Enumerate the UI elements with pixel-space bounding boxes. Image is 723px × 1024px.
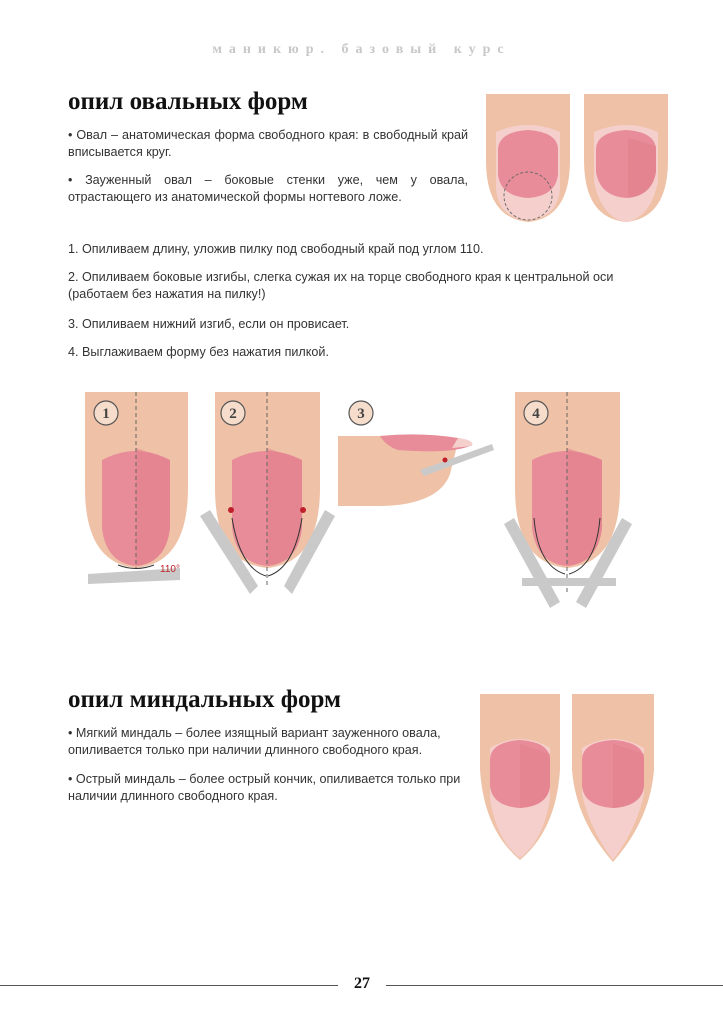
running-header: маникюр. базовый курс <box>212 42 511 57</box>
step-4-text: 4. Выглаживаем форму без нажатия пилкой. <box>68 345 329 359</box>
filing-steps-diagram <box>80 388 650 618</box>
step-3-figure <box>338 401 494 506</box>
step-4-badge: 4 <box>532 406 540 422</box>
almond-section-title: опил миндальных форм <box>68 686 342 713</box>
footer-rule-right <box>386 985 723 986</box>
bullet-soft-almond: • Мягкий миндаль – более изящный вариант зауженного овала, опиливается только при наличии длинного свободного края. <box>68 726 441 757</box>
page-number: 27 <box>354 975 370 992</box>
step-1-figure <box>85 392 188 584</box>
angle-label: 110° <box>160 564 180 575</box>
oval-nail-figure <box>486 94 570 222</box>
step-3-text: 3. Опиливаем нижний изгиб, если он провисает. <box>68 317 350 331</box>
bullet-sharp-almond: • Острый миндаль – более острый кончик, опиливается только при наличии длинного свободного края. <box>68 772 461 803</box>
soft-almond-nail-figure <box>480 694 560 860</box>
step-1-text: 1. Опиливаем длину, уложив пилку под свободный край под углом 110. <box>68 242 484 256</box>
step-2-figure <box>200 392 335 594</box>
oval-nails-illustration <box>478 90 678 230</box>
step-3-badge: 3 <box>357 406 365 422</box>
oval-section-title: опил овальных форм <box>68 88 308 115</box>
almond-nails-illustration <box>472 690 672 865</box>
footer-rule-left <box>0 985 338 986</box>
bullet-narrow-oval: • Зауженный овал – боковые стенки уже, чем у овала, отрастающего из анатомической формы ногтевого ложе. <box>68 173 468 204</box>
step-2-text: 2. Опиливаем боковые изгибы, слегка сужая их на торце свободного края к центральной оси (работаем без нажатия на пилку!) <box>68 270 614 301</box>
narrow-oval-nail-figure <box>584 94 668 222</box>
bullet-oval: • Овал – анатомическая форма свободного края: в свободный край вписывается круг. <box>68 128 468 159</box>
step-1-badge: 1 <box>102 406 110 422</box>
step-4-figure <box>504 392 632 608</box>
sharp-almond-nail-figure <box>572 694 654 862</box>
step-2-badge: 2 <box>229 406 237 422</box>
